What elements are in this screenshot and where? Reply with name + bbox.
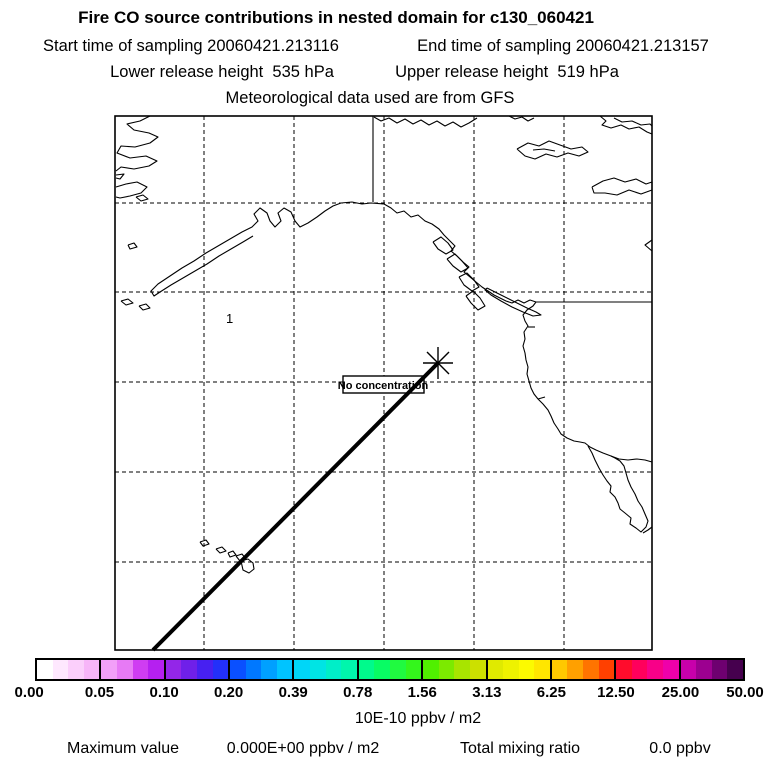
end-time-text: End time of sampling 20060421.213157 xyxy=(417,37,709,55)
colorbar-cell xyxy=(181,660,197,679)
colorbar-block xyxy=(228,660,292,679)
start-time-text: Start time of sampling 20060421.213116 xyxy=(43,37,339,55)
colorbar-tick-label: 6.25 xyxy=(536,684,566,701)
colorbar-block xyxy=(99,660,163,679)
upper-release-height-text: Upper release height 519 hPa xyxy=(395,63,619,81)
coastline-alaska-west-coast xyxy=(116,116,158,171)
colorbar-tick-label: 1.56 xyxy=(407,684,437,701)
colorbar-cell xyxy=(599,660,615,679)
colorbar-cell xyxy=(390,660,406,679)
coastline-mainland-north-america xyxy=(151,202,652,462)
colorbar-tick-label: 0.20 xyxy=(214,684,244,701)
colorbar-cell xyxy=(148,660,164,679)
coastline-arctic-alaska xyxy=(374,117,477,127)
colorbar-cell xyxy=(310,660,326,679)
receptor-star-marker xyxy=(423,347,453,379)
colorbar-block xyxy=(37,660,99,679)
colorbar-cell xyxy=(406,660,422,679)
colorbar-block xyxy=(614,660,678,679)
colorbar-cell xyxy=(117,660,133,679)
colorbar-block xyxy=(550,660,614,679)
colorbar-cell xyxy=(727,660,743,679)
colorbar-cell xyxy=(53,660,69,679)
island-hawaii-molokai xyxy=(228,551,236,557)
colorbar-tick-label: 0.39 xyxy=(278,684,308,701)
colorbar-cell xyxy=(359,660,375,679)
island-victoria-inner xyxy=(533,149,555,151)
colorbar-cell xyxy=(519,660,535,679)
colorbar-cell xyxy=(277,660,293,679)
colorbar xyxy=(35,658,745,681)
colorbar-cell xyxy=(681,660,697,679)
colorbar-tick-label: 0.78 xyxy=(343,684,373,701)
island-alexander-3 xyxy=(459,273,479,291)
colorbar-units-label: 10E-10 ppbv / m2 xyxy=(354,710,482,727)
coastline-right-edge-jag xyxy=(645,240,652,251)
colorbar-block xyxy=(164,660,228,679)
colorbar-cell xyxy=(423,660,439,679)
san-francisco-bay-tick xyxy=(538,397,545,399)
colorbar-cell xyxy=(261,660,277,679)
colorbar-tick-label: 12.50 xyxy=(597,684,635,701)
colorbar-cell xyxy=(663,660,679,679)
island-haida-gwaii xyxy=(466,291,485,310)
colorbar-cell xyxy=(454,660,470,679)
colorbar-block xyxy=(357,660,421,679)
colorbar-cell xyxy=(230,660,246,679)
coastline-yukon-delta xyxy=(116,174,124,179)
colorbar-cell xyxy=(712,660,728,679)
colorbar-tick-label: 0.05 xyxy=(84,684,115,701)
colorbar-cell xyxy=(439,660,455,679)
colorbar-cell xyxy=(696,660,712,679)
colorbar-tick-label: 0.10 xyxy=(149,684,179,701)
colorbar-block xyxy=(679,660,743,679)
colorbar-cell xyxy=(101,660,117,679)
coastline-ne-corner-2 xyxy=(614,118,652,126)
colorbar-tick-label: 25.00 xyxy=(661,684,700,701)
met-data-source-text: Meteorological data used are from GFS xyxy=(225,89,515,107)
colorbar-cell xyxy=(197,660,213,679)
colorbar-cell xyxy=(37,660,53,679)
colorbar-block xyxy=(292,660,356,679)
trajectory-line xyxy=(153,363,438,650)
colorbar-cell xyxy=(567,660,583,679)
colorbar-cell xyxy=(552,660,568,679)
colorbar-cell xyxy=(294,660,310,679)
colorbar-cell xyxy=(616,660,632,679)
maximum-value-label: Maximum value xyxy=(66,740,180,757)
colorbar-tick-label: 0.00 xyxy=(14,684,44,701)
lower-release-height-text: Lower release height 535 hPa xyxy=(110,63,334,81)
great-bear-lake xyxy=(592,178,652,195)
colorbar-cell xyxy=(68,660,84,679)
colorbar-cell xyxy=(133,660,149,679)
colorbar-cell xyxy=(246,660,262,679)
colorbar-cell xyxy=(534,660,550,679)
no-concentration-text: No concentration xyxy=(337,380,429,392)
colorbar-tick-label: 50.00 xyxy=(726,684,764,701)
colorbar-block xyxy=(421,660,485,679)
colorbar-cell xyxy=(326,660,342,679)
page-title: Fire CO source contributions in nested domain for c130_060421 xyxy=(78,8,594,27)
colorbar-cell xyxy=(503,660,519,679)
colorbar-cell xyxy=(632,660,648,679)
colorbar-cell xyxy=(84,660,100,679)
colorbar-cell xyxy=(374,660,390,679)
island-nunivak xyxy=(136,195,148,201)
island-aleutian-2 xyxy=(139,304,150,310)
maximum-value: 0.000E+00 ppbv / m2 xyxy=(226,740,380,757)
total-mixing-ratio-value: 0.0 ppbv xyxy=(649,740,711,757)
colorbar-cell xyxy=(647,660,663,679)
colorbar-tick-labels xyxy=(0,684,768,702)
colorbar-cell xyxy=(213,660,229,679)
colorbar-cell xyxy=(166,660,182,679)
island-alexander-1 xyxy=(433,237,453,254)
colorbar-block xyxy=(486,660,550,679)
island-hawaii-oahu xyxy=(216,547,226,553)
colorbar-cell xyxy=(488,660,504,679)
colorbar-cell xyxy=(583,660,599,679)
total-mixing-ratio-label: Total mixing ratio xyxy=(459,740,581,757)
colorbar-tick-label: 3.13 xyxy=(472,684,502,701)
island-aleutian-1 xyxy=(121,299,133,305)
source-number-label: 1 xyxy=(226,311,234,326)
island-pribilof xyxy=(128,243,137,249)
colorbar-cell xyxy=(470,660,486,679)
colorbar-cell xyxy=(341,660,357,679)
